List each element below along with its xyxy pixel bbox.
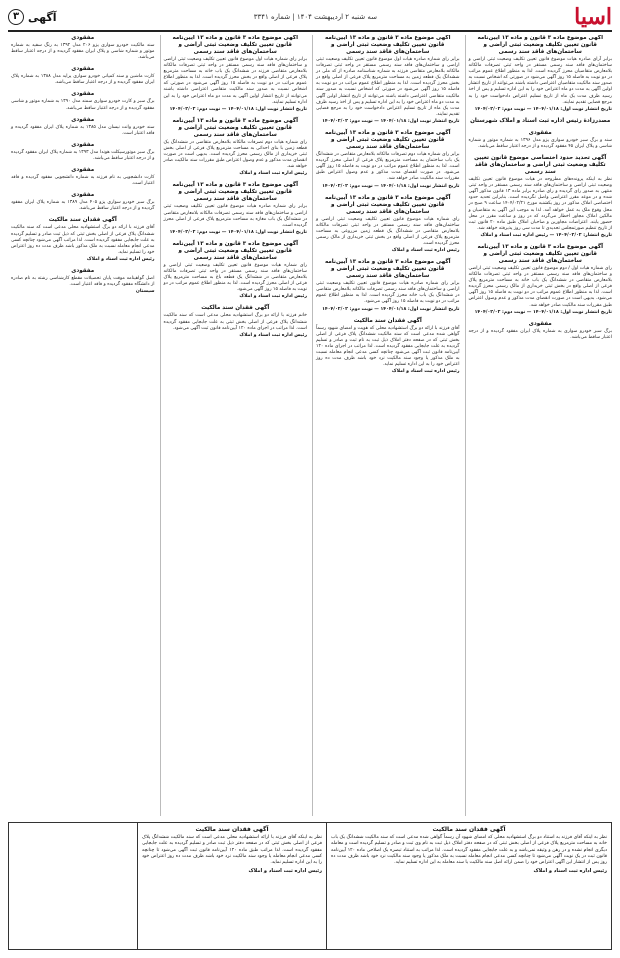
ad-signature: رئیس اداره ثبت اسناد و املاک xyxy=(86,256,155,262)
newspaper-logo: اسیا xyxy=(574,4,612,30)
ads-columns xyxy=(8,35,612,816)
ad-signature: رئیس اداره ثبت اسناد و املاک xyxy=(239,332,307,338)
ad-signature: تاریخ انتشار نوبت اول: ۱۴۰۴/۰۱/۱۸ — نوبت دوم: ۱۴۰۴/۰۲/۰۲ xyxy=(322,118,460,124)
classified-ad xyxy=(469,321,613,341)
ad-body: برگ سبز موتورسیکلت هوندا مدل ۱۳۹۳ به شماره پلاک ایران مفقود گردیده و از درجه اعتبار ساقط می‌باشد. xyxy=(11,149,155,161)
ad-body: برابر رای شماره صادره هیات موضوع قانون تعیین تکلیف وضعیت ثبتی اراضی و ساختمان‌های فاقد سند رسمی تصرفات مالکانه بلامعارض متقاضی در ششدانگ یک باب مغازه به مساحت مترمربع پلاک فرعی از اصلی محرز گردیده است. xyxy=(163,204,307,228)
ad-body: آقای فرزند با ارائه دو برگ استشهادیه محلی مدعی است که سند مالکیت ششدانگ پلاک فرعی از اصلی بخش ثبتی که ذیل ثبت صادر و تسلیم گردیده به علت جابجایی مفقود گردیده است. لذا مراتب آگهی می‌شود چنانچه کسی مدعی انجام معامله نسبت به ملک مذکور باشد ظرف مدت ده روز اعتراض خود را تسلیم نماید. xyxy=(11,225,155,255)
header-rule xyxy=(8,30,612,32)
ad-title: آگهی موضوع ماده ۳ قانون و ماده ۱۳ آیین‌نامه قانون تعیین تکلیف وضعیت ثبتی اراضی و ساختمان‌های فاقد سند رسمی xyxy=(324,130,451,151)
ad-body: سند مالکیت خودرو سواری پژو ۲۰۶ مدل ۱۳۹۲ به رنگ سفید به شماره موتور و شماره شاسی و پلاک ایران مفقود گردیده و از درجه اعتبار ساقط می‌باشد. xyxy=(11,43,155,61)
ad-column-4 xyxy=(8,35,155,816)
ad-title: مفقودی xyxy=(528,129,552,136)
classified-ad xyxy=(469,35,613,113)
ad-title: مفقودی xyxy=(71,267,95,274)
classified-ad xyxy=(164,241,308,301)
ad-signature: رئیس اداره ثبت اسناد و املاک xyxy=(391,248,460,254)
section-title: آگهی xyxy=(28,10,57,24)
ad-title: مفقودی xyxy=(71,192,95,199)
ad-body: رای شماره هیات موضوع قانون تعیین تکلیف وضعیت ثبتی اراضی و ساختمان‌های فاقد سند رسمی مستقر در واحد ثبتی تصرفات مالکانه بلامعارض متقاضی در ششدانگ یک قطعه باغ به مساحت مترمربع پلاک فرعی از اصلی محرز گردیده است. لذا به منظور اطلاع عموم مراتب در دو نوبت به فاصله ۱۵ روز آگهی می‌شود. xyxy=(163,262,307,293)
classified-ad xyxy=(316,195,460,255)
classified-ad xyxy=(11,268,155,295)
page-header xyxy=(8,6,612,28)
ad-title: آگهی موضوع ماده ۳ قانون و ماده ۱۳ آیین‌نامه قانون تعیین تکلیف وضعیت ثبتی اراضی و ساختمان‌های فاقد سند رسمی xyxy=(477,35,604,55)
ad-title: آگهی موضوع ماده ۳ قانون و ماده ۱۳ آیین‌نامه قانون تعیین تکلیف وضعیت ثبتی اراضی و ساختمان‌های فاقد سند رسمی xyxy=(172,182,299,203)
ad-signature: تاریخ انتشار نوبت اول: ۱۴۰۴/۰۱/۱۸ — نوبت دوم: ۱۴۰۴/۰۲/۰۲ xyxy=(474,309,612,315)
page-number: ۳ xyxy=(8,9,24,25)
classified-ad xyxy=(469,244,613,316)
notice-title: آگهی فقدان سند مالکیت xyxy=(195,826,269,833)
notice-body: نظر به اینکه آقای فرزند به استناد دو برگ استشهادیه محلی که امضای شهود آن رسماً گواهی شده مدعی است که سند مالکیت ششدانگ یک باب خانه به مساحت مترمربع پلاک فرعی از اصلی بخش ثبتی که در صفحه دفتر املاک ذیل ثبت به نام وی ثبت و صادر و تسلیم گردیده است و معامله دیگری انجام نشده و در رهن و وثیقه نمی‌باشد و به علت جابجایی مفقود گردیده است. لذا مراتب به استناد تبصره یک اصلاحی ماده ۱۲۰ آیین‌نامه قانون ثبت در یک نوبت آگهی می‌شود تا چنانچه کسی مدعی انجام معامله نسبت به ملک مذکور یا وجود سند مالکیت نزد خود باشد ظرف مدت ده روز پس از انتشار این آگهی اعتراض خود را ضمن ارائه اصل سند مالکیت یا سند معامله به این اداره تسلیم نماید. xyxy=(331,835,608,866)
ad-body: برابر رای شماره صادره هیات موضوع قانون تعیین تکلیف وضعیت ثبتی اراضی و ساختمان‌های فاقد سند رسمی تصرفات مالکانه بلامعارض متقاضی در ششدانگ یک باب خانه محرز گردیده است. لذا به منظور اطلاع عموم مراتب در دو نوبت به فاصله ۱۵ روز آگهی می‌شود. xyxy=(316,281,460,305)
ad-title: آگهی موضوع ماده ۳ قانون و ماده ۱۳ آیین‌نامه قانون تعیین تکلیف وضعیت ثبتی اراضی و ساختمان‌های فاقد سند رسمی xyxy=(324,259,451,280)
notice-signature: رئیس اداره ثبت اسناد و املاک xyxy=(533,868,607,875)
classified-ad xyxy=(11,192,155,212)
classified-ad xyxy=(469,118,613,125)
ad-title: آگهی موضوع ماده ۳ قانون و ماده ۱۳ آیین‌نامه قانون تعیین تکلیف وضعیت ثبتی اراضی و ساختمان‌های فاقد سند رسمی xyxy=(172,35,299,55)
ad-body: خانم فرزند با ارائه دو برگ استشهادیه محلی مدعی است که سند مالکیت ششدانگ پلاک فرعی از اصلی بخش ثبتی به علت جابجایی مفقود گردیده است. لذا مراتب در اجرای ماده ۱۲۰ آیین‌نامه قانون ثبت آگهی می‌شود. xyxy=(163,313,307,331)
ad-body: برگ سبز خودرو سواری به شماره پلاک ایران مفقود گردیده و از درجه اعتبار ساقط می‌باشد. xyxy=(468,328,612,340)
ad-title: آگهی موضوع ماده ۳ قانون و ماده ۱۳ آیین‌نامه قانون تعیین تکلیف وضعیت ثبتی اراضی و ساختمان‌های فاقد سند رسمی xyxy=(324,35,451,55)
ad-title: آگهی تحدید حدود اختصاصی موضوع قانون تعیین تکلیف وضعیت ثبتی اراضی و ساختمان‌های فاقد سند رسمی xyxy=(474,155,607,176)
ad-title: آگهی موضوع ماده ۳ قانون و ماده ۱۳ آیین‌نامه قانون تعیین تکلیف وضعیت ثبتی اراضی و ساختمان‌های فاقد سند رسمی xyxy=(172,240,299,261)
ad-column-2 xyxy=(312,35,460,816)
classified-ad xyxy=(11,142,155,162)
classified-ad xyxy=(469,155,613,239)
classified-ad xyxy=(11,35,155,61)
ad-title: مفقودی xyxy=(71,91,95,98)
classified-ad xyxy=(11,117,155,137)
notice-body: نظر به اینکه آقای فرزند با ارائه استشهادیه محلی مدعی است که سند مالکیت ششدانگ پلاک فرعی از اصلی بخش ثبتی که در صفحه دفتر ذیل ثبت صادر و تسلیم گردیده به علت جابجایی مفقود گردیده است. لذا مراتب طبق ماده ۱۲۰ آیین‌نامه قانون ثبت آگهی می‌شود تا چنانچه کسی مدعی انجام معامله یا وجود سند مالکیت نزد خود باشد ظرف مدت ده روز اعتراض خود را به این اداره تسلیم نماید. xyxy=(142,835,322,866)
ad-title: مصدرزادهٔ رئیس اداره ثبت اسناد و املاک شهرستان xyxy=(470,117,611,124)
ad-signature: تاریخ انتشار نوبت اول: ۱۴۰۴/۰۱/۱۸ — نوبت دوم: ۱۴۰۴/۰۲/۰۲ xyxy=(322,306,460,312)
ad-title: آگهی فقدان سند مالکیت xyxy=(48,217,117,224)
classified-ad xyxy=(316,259,460,312)
ad-title: آگهی فقدان سند مالکیت xyxy=(201,305,270,312)
issue-dateline: سه شنبه ۲ اردیبهشت ۱۴۰۴ | شماره ۳۳۴۱ xyxy=(253,13,377,21)
classified-ad xyxy=(316,35,460,125)
ad-title: مفقودی xyxy=(528,320,552,327)
bottom-notice-1 xyxy=(326,823,611,949)
classified-ad xyxy=(469,130,613,150)
ad-body: برگ سبز و کارت خودرو سواری سمند مدل ۱۳۹۰ به شماره موتور و شاسی مفقود گردیده و از درجه اعتبار ساقط می‌باشد. xyxy=(11,99,155,111)
ad-title: مفقودی xyxy=(71,116,95,123)
ad-signature: سیستان xyxy=(135,289,155,295)
ad-signature: تاریخ انتشار نوبت اول: ۱۴۰۴/۰۱/۱۸ — نوبت دوم: ۱۴۰۴/۰۲/۰۲ xyxy=(169,229,307,235)
ad-signature: تاریخ انتشار نوبت اول: ۱۴۰۴/۰۱/۱۸ — نوبت دوم: ۱۴۰۴/۰۲/۰۲ xyxy=(322,183,460,189)
bottom-notices xyxy=(8,822,612,950)
ad-signature: رئیس اداره ثبت اسناد و املاک xyxy=(391,369,460,375)
ad-signature: رئیس اداره ثبت اسناد و املاک xyxy=(239,171,307,177)
classified-ad xyxy=(164,305,308,338)
ad-title: مفقودی xyxy=(71,167,95,174)
classified-ad xyxy=(11,167,155,187)
ad-title: آگهی موضوع ماده ۳ قانون و ماده ۱۳ آیین‌نامه قانون تعیین تکلیف وضعیت ثبتی اراضی و ساختمان‌های فاقد سند رسمی xyxy=(324,194,451,215)
classified-ad xyxy=(164,182,308,235)
ad-title: آگهی فقدان سند مالکیت xyxy=(353,317,422,324)
classified-ad xyxy=(316,130,460,190)
bottom-notice-2 xyxy=(137,823,326,949)
ad-signature: رئیس اداره ثبت اسناد و املاک xyxy=(239,294,307,300)
ad-body: رای شماره هیات اول / دوم موضوع قانون تعیین تکلیف وضعیت ثبتی اراضی و ساختمان‌های فاقد سند رسمی مستقر در واحد ثبتی تصرفات مالکانه بلامعارض متقاضی در ششدانگ یک باب خانه به مساحت مترمربع پلاک فرعی از اصلی واقع در بخش ثبتی خریداری از مالک رسمی محرز گردیده است. لذا به منظور اطلاع عموم مراتب در دو نوبت به فاصله ۱۵ روز آگهی می‌شود. بدیهی است در صورت انقضای مدت مذکور و عدم وصول اعتراض طبق مقررات سند مالکیت صادر خواهد شد. xyxy=(468,265,612,308)
ad-column-1 xyxy=(465,35,613,816)
ad-column-3 xyxy=(160,35,308,816)
ad-body: آقای فرزند با ارائه دو برگ استشهادیه محلی که هویت و امضای شهود رسماً گواهی شده مدعی است که سند مالکیت ششدانگ پلاک فرعی از اصلی بخش ثبتی که در صفحه دفتر املاک ذیل ثبت به نام ثبت و صادر و تسلیم گردیده به علت جابجایی مفقود گردیده است. لذا مراتب در اجرای ماده ۱۲۰ آیین‌نامه قانون ثبت آگهی می‌شود چنانچه کسی مدعی انجام معامله نسبت به ملک مذکور یا وجود سند مالکیت نزد خود باشد ظرف مدت ده روز اعتراض خود را به این اداره تسلیم نماید. xyxy=(316,325,460,368)
ad-body: نظر به اینکه پرونده‌های مطروحه در هیات موضوع قانون تعیین تکلیف وضعیت ثبتی اراضی و ساختمان‌های فاقد سند رسمی مستقر در واحد ثبتی منتهی به صدور رای گردیده و رای صادره برابر ماده ۱۳ قانون مذکور آگهی شده و در موعد مقرر اعتراضی واصل نگردیده است. بنابراین تحدید حدود اختصاصی املاک مذکور در روز یکشنبه مورخ ۱۴۰۴/۰۲/۲۱ ساعت ۹ صبح در محل وقوع ملک به عمل خواهد آمد. لذا به موجب این آگهی به متقاضیان و مالکین املاک مجاور اخطار می‌گردد که در روز و ساعت مقرر در محل حضور یابند. اعتراضات مجاورین و صاحبان املاک طبق ماده ۲۰ قانون ثبت از تاریخ تنظیم صورتمجلس تحدیدی تا مدت سی روز پذیرفته خواهد شد. xyxy=(468,177,612,231)
ad-body: برابر رای شماره هیات دوم تصرفات مالکانه بلامعارض متقاضی در ششدانگ یک باب ساختمان به مساحت مترمربع پلاک فرعی از اصلی محرز گردیده است. لذا به منظور اطلاع عموم مراتب در دو نوبت به فاصله ۱۵ روز آگهی می‌شود. در صورت انقضای مدت مذکور و عدم وصول اعتراض طبق مقررات سند مالکیت صادر خواهد شد. xyxy=(316,152,460,182)
notice-title: آگهی فقدان سند مالکیت xyxy=(432,826,506,833)
classified-ad xyxy=(164,118,308,178)
ad-title: آگهی موضوع ماده ۳ قانون و ماده ۱۳ آیین‌نامه قانون تعیین تکلیف وضعیت ثبتی اراضی و ساختمان‌های فاقد سند رسمی xyxy=(477,243,604,264)
ad-body: رای شماره هیات موضوع قانون تعیین تکلیف وضعیت ثبتی اراضی و ساختمان‌های فاقد سند رسمی مستقر در واحد ثبتی تصرفات مالکانه بلامعارض متقاضی در ششدانگ یک قطعه زمین مزروعی به مساحت مترمربع پلاک فرعی از اصلی واقع در بخش ثبتی خریداری از مالک رسمی محرز گردیده است. xyxy=(316,216,460,246)
notice-signature: رئیس اداره ثبت اسناد و املاک xyxy=(248,868,322,875)
ad-body: برابر رای شماره هیات اول موضوع قانون تعیین تکلیف وضعیت ثبتی اراضی و ساختمان‌های فاقد سند رسمی مستقر در واحد ثبتی تصرفات مالکانه بلامعارض متقاضی فرزند در ششدانگ یک باب خانه به مساحت مترمربع پلاک فرعی از اصلی واقع در بخش محرز گردیده است. لذا به منظور اطلاع عموم مراتب در دو نوبت به فاصله ۱۵ روز آگهی می‌شود در صورتی که اشخاص نسبت به صدور سند مالکیت متقاضی اعتراضی داشته باشند می‌توانند از تاریخ انتشار اولین آگهی به مدت دو ماه اعتراض خود را به این اداره تسلیم نمایند. xyxy=(163,57,307,105)
classified-ad xyxy=(11,66,155,86)
ad-signature: تاریخ انتشار نوبت اول: ۱۴۰۴/۰۱/۱۸ — نوبت دوم: ۱۴۰۴/۰۲/۰۲ xyxy=(474,106,612,112)
ad-body: سند و برگ سبز خودرو سواری پژو مدل ۱۳۹۶ به شماره موتور و شماره شاسی و پلاک ایران ۴۵ مفقود گردیده و از درجه اعتبار ساقط می‌باشد. xyxy=(468,137,612,149)
ad-body: برابر آرای صادره هیات موضوع قانون تعیین تکلیف وضعیت ثبتی اراضی و ساختمان‌های فاقد سند رسمی مستقر در واحد ثبتی تصرفات مالکانه بلامعارض متقاضیان محرز گردیده است. لذا به منظور اطلاع عموم مراتب در دو نوبت به فاصله ۱۵ روز آگهی می‌شود در صورتی که اشخاص نسبت به صدور سند مالکیت متقاضیان اعتراضی داشته باشند می‌توانند از تاریخ انتشار اولین آگهی به مدت دو ماه اعتراض خود را به این اداره تسلیم و پس از اخذ رسید ظرف مدت یک ماه از تاریخ تسلیم اعتراض دادخواست خود را به مرجع قضایی تقدیم نمایند. xyxy=(468,57,612,105)
ad-title: مفقودی xyxy=(71,66,95,73)
ad-signature: تاریخ انتشار: ۱۴۰۴/۰۲/۰۲ — رئیس اداره ثبت اسناد و املاک xyxy=(480,232,612,238)
classified-ad xyxy=(11,91,155,111)
ad-title: مفقودی xyxy=(71,141,95,148)
ad-body: برگ سبز خودرو سواری پژو ۴۰۵ مدل ۱۳۸۹ به شماره پلاک ایران مفقود گردیده و از درجه اعتبار ساقط می‌باشد. xyxy=(11,200,155,212)
ad-body: برابر رای شماره صادره هیات اول موضوع قانون تعیین تکلیف وضعیت ثبتی اراضی و ساختمان‌های فاقد سند رسمی مستقر در واحد ثبتی تصرفات مالکانه بلامعارض متقاضی فرزند به شماره شناسنامه صادره از کد ملی در ششدانگ یک قطعه زمین به مساحت مترمربع پلاک فرعی از اصلی واقع در بخش محرز گردیده است. لذا به منظور اطلاع عموم مراتب در دو نوبت به فاصله ۱۵ روز آگهی می‌شود در صورتی که اشخاص نسبت به صدور سند مالکیت متقاضی اعتراضی داشته باشند می‌توانند از تاریخ انتشار اولین آگهی به مدت دو ماه اعتراض خود را به این اداره تسلیم و پس از اخذ رسید ظرف مدت یک ماه از تاریخ تسلیم اعتراض دادخواست خود را به مرجع قضایی تقدیم نمایند. xyxy=(316,57,460,117)
ad-title: مفقودی xyxy=(71,35,95,41)
section-label xyxy=(8,9,57,25)
ad-body: کارت ماشین و سند کمپانی خودرو سواری پراید مدل ۱۳۸۸ به شماره پلاک ایران مفقود گردیده و از درجه اعتبار ساقط می‌باشد. xyxy=(11,74,155,86)
ad-title: آگهی موضوع ماده ۳ قانون و ماده ۱۳ آیین‌نامه قانون تعیین تکلیف وضعیت ثبتی اراضی و ساختمان‌های فاقد سند رسمی xyxy=(172,117,299,138)
ad-body: سند خودرو وانت نیسان مدل ۱۳۸۵ به شماره پلاک ایران مفقود گردیده و فاقد اعتبار است. xyxy=(11,124,155,136)
ad-signature: تاریخ انتشار نوبت اول: ۱۴۰۴/۰۱/۱۸ — نوبت دوم: ۱۴۰۴/۰۲/۰۲ xyxy=(169,106,307,112)
ad-body: رای شماره هیات دوم تصرفات مالکانه بلامعارض متقاضی در ششدانگ یک قطعه زمین با بنای احداثی به مساحت مترمربع پلاک فرعی از اصلی بخش ثبتی خریداری از مالک رسمی محرز گردیده است. بدیهی است در صورت انقضای مدت مذکور و عدم وصول اعتراض طبق مقررات سند مالکیت صادر خواهد شد. xyxy=(163,139,307,170)
classified-ad xyxy=(11,217,155,263)
bottom-empty-slot xyxy=(9,823,137,949)
classified-ad xyxy=(316,318,460,376)
ad-body: اصل گواهینامه موقت پایان تحصیلات مقطع کارشناسی رشته به نام صادره از دانشگاه مفقود گردیده و فاقد اعتبار است. xyxy=(11,275,155,288)
ad-body: کارت دانشجویی به نام فرزند به شماره دانشجویی مفقود گردیده و فاقد اعتبار است. xyxy=(11,175,155,187)
classified-ad xyxy=(164,35,308,113)
